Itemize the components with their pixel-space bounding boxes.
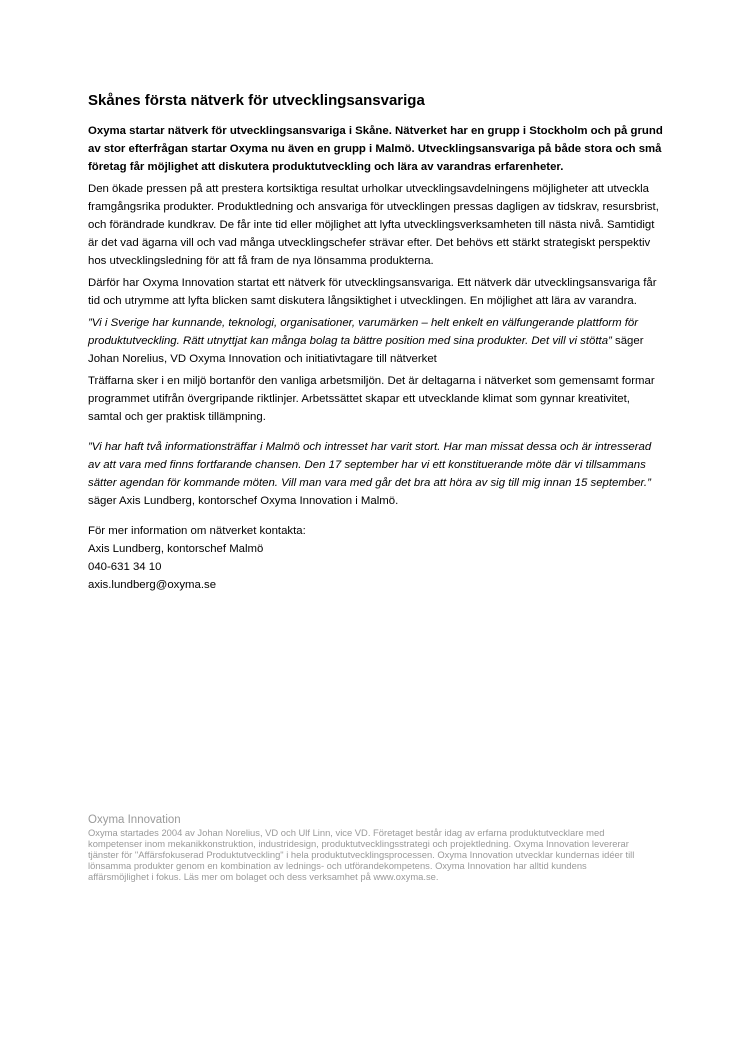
contact-email: axis.lundberg@oxyma.se — [88, 579, 217, 591]
lead-paragraph: Oxyma startar nätverk för utvecklingsansvariga i Skåne. Nätverket har en grupp i Stockholm och på grund av stor efterfrågan startar Oxyma nu även en grupp i Malmö. Utvecklingsansvariga på både stora och små företag får möjlighet att diskutera produktutveckling och lära av varandras erfarenheter. — [88, 125, 663, 173]
page-title: Skånes första nätverk för utvecklingsansvariga — [88, 92, 425, 109]
body-paragraph-3: Träffarna sker i en miljö bortanför den vanliga arbetsmiljön. Det är deltagarna i nätverket som gemensamt formar programmet utifrån övergripande riktlinjer. Arbetssättet skapar ett utvecklande klimat som gynnar kreativitet, samtal och ger praktisk tillämpning. — [88, 375, 655, 423]
contact-phone: 040-631 34 10 — [88, 561, 162, 573]
quote-text-johan: ”Vi i Sverige har kunnande, teknologi, organisationer, varumärken – helt enkelt en välfungerande plattform för produktutveckling. Rätt utnyttjat kan många bolag ta bättre position med sina produkter. Det vill vi stötta” — [88, 317, 639, 347]
boilerplate-text: Oxyma startades 2004 av Johan Norelius, VD och Ulf Linn, vice VD. Företaget består idag av erfarna produktutvecklare med kompetenser inom mekanikkonstruktion, industridesign, produktutvecklingsstrategi och projektledning. Oxyma Innovation levererar tjänster för "Affärsfokuserad Produktutveckling" i hela produktutvecklingsprocessen. Oxyma Innovation utvecklar kundernas idéer till lönsamma produkter genom en kombination av lednings- och utförandekompetens. Oxyma Innovation har alltid kundens affärsmöjlighet i fokus. Läs mer om bolaget och dess verksamhet på www.oxyma.se. — [88, 827, 635, 882]
quote-johan — [88, 314, 666, 368]
body-paragraph-2: Därför har Oxyma Innovation startat ett nätverk för utvecklingsansvariga. Ett nätverk där utvecklingsansvariga får tid och utrymme att lyfta blicken samt diskutera långsiktighet i utvecklingen. En möjlighet att lära av varandra. — [88, 277, 657, 307]
company-boilerplate — [88, 814, 648, 882]
quote-attribution-axis: säger Axis Lundberg, kontorschef Oxyma Innovation i Malmö. — [88, 495, 399, 507]
boilerplate-title: Oxyma Innovation — [88, 814, 181, 826]
quote-axis — [88, 438, 666, 510]
contact-intro: För mer information om nätverket kontakta: — [88, 525, 306, 537]
contact-block — [88, 522, 666, 594]
contact-name: Axis Lundberg, kontorschef Malmö — [88, 543, 264, 555]
quote-attribution-johan: säger Johan Norelius, VD Oxyma Innovation och initiativtagare till nätverket — [88, 335, 644, 365]
press-release — [88, 92, 666, 594]
body-paragraph-1: Den ökade pressen på att prestera kortsiktiga resultat urholkar utvecklingsavdelningens möjligheter att utveckla framgångsrika produkter. Produktledning och ansvariga för utvecklingen pressas dagligen av tidskrav, resursbrist, och förändrade kundkrav. De får inte tid eller möjlighet att lyfta utvecklingsverksamheten till nästa nivå. Samtidigt är det vad ägarna vill och vad många utvecklingschefer strävar efter. Det behövs ett stärkt strategiskt perspektiv hos utvecklingsledning för att få fram de nya lönsamma produkterna. — [88, 183, 659, 267]
quote-text-axis: ”Vi har haft två informationsträffar i Malmö och intresset har varit stort. Har man missat dessa och är intresserad av att vara med finns fortfarande chansen. Den 17 september har vi ett konstituerande möte där vi tillsammans sätter agendan för kommande möten. Vill man vara med går det bra att höra av sig till mig innan 15 september.” — [88, 441, 652, 489]
